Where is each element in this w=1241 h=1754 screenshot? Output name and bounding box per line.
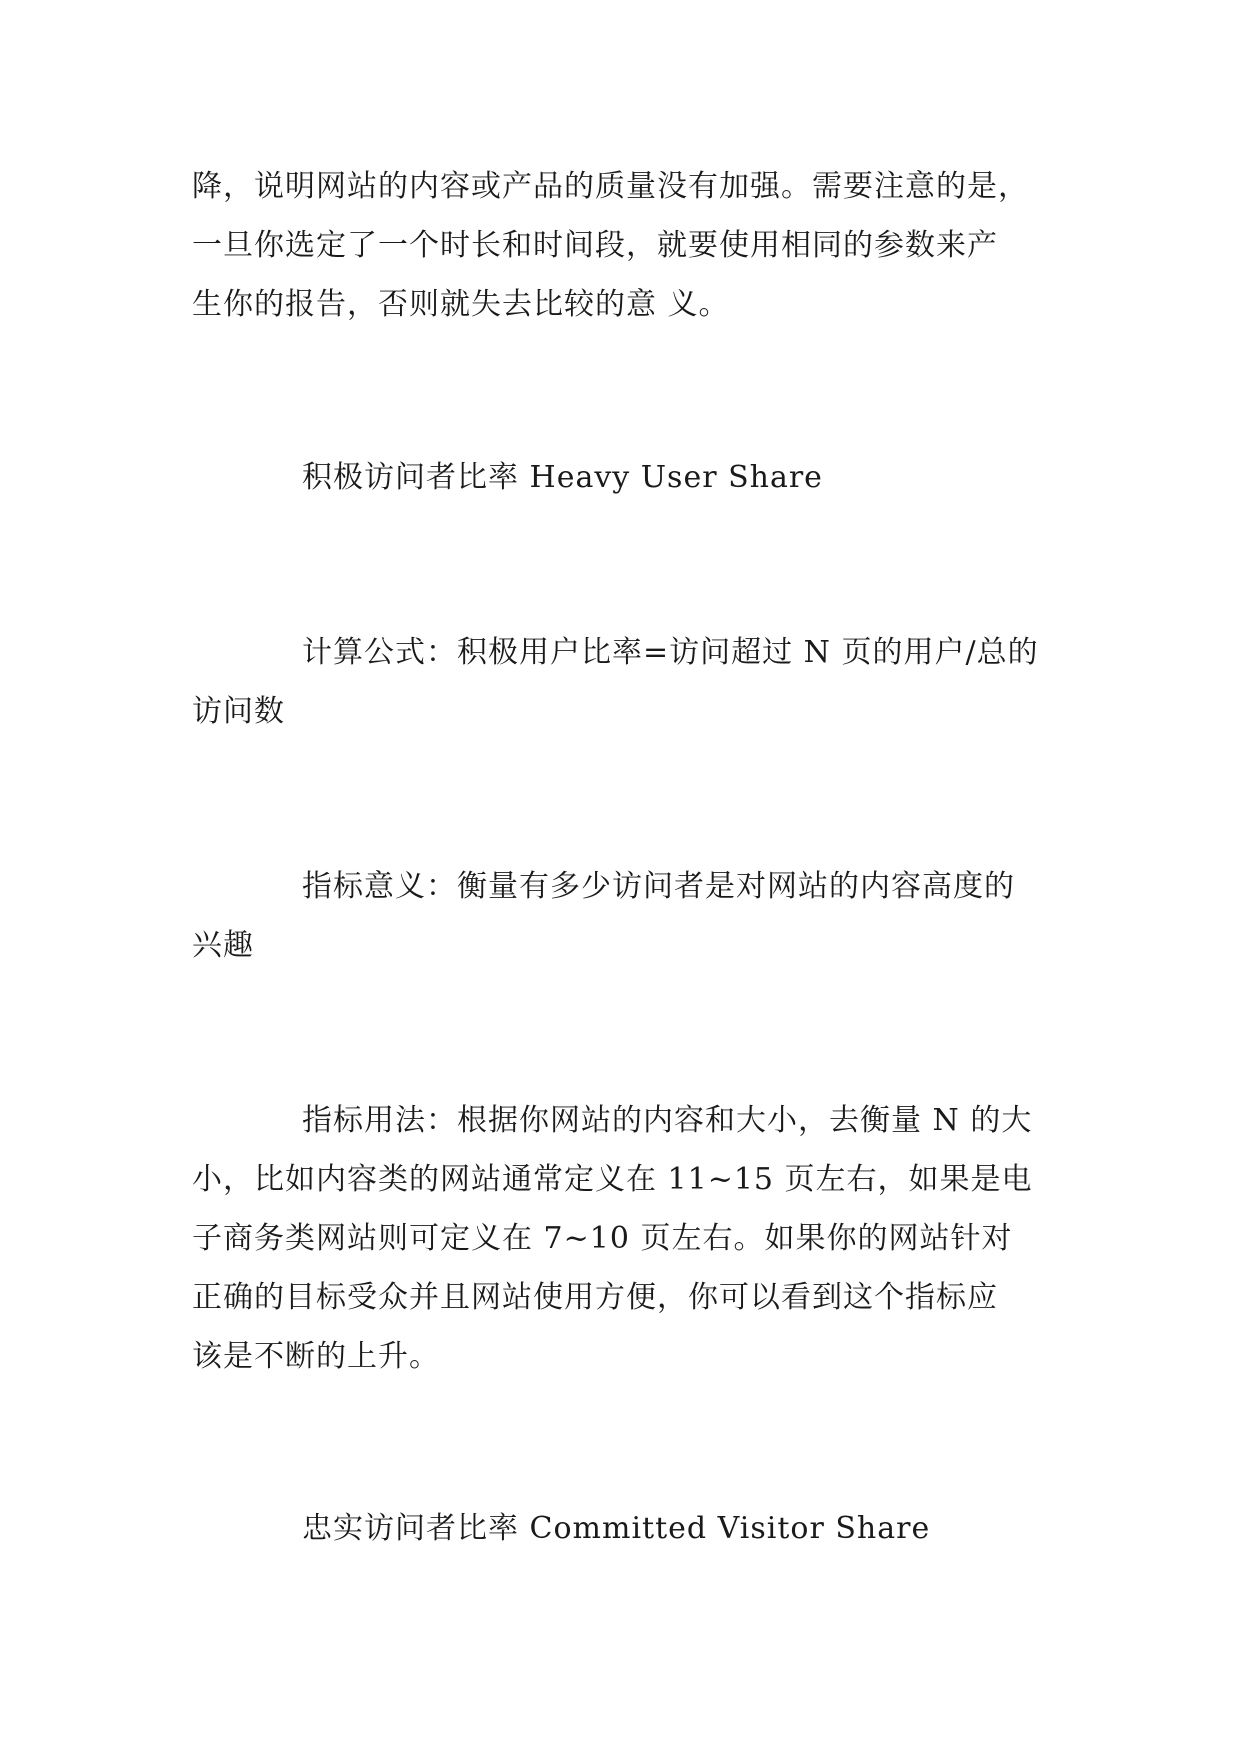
text-line: 降，说明网站的内容或产品的质量没有加强。需要注意的是， <box>192 169 1029 204</box>
text-line: 指标用法：根据你网站的内容和大小，去衡量 N 的大 <box>302 1103 1033 1138</box>
text-line: 小，比如内容类的网站通常定义在 11~15 页左右，如果是电 <box>192 1162 1033 1197</box>
paragraph-formula <box>192 623 1062 741</box>
paragraph-continuation <box>192 157 1062 334</box>
text-line: 一旦你选定了一个时长和时间段，就要使用相同的参数来产 <box>192 228 998 263</box>
text-line: 生你的报告，否则就失去比较的意 义。 <box>192 287 730 322</box>
heading-line: 积极访问者比率 Heavy User Share <box>302 460 823 495</box>
heading-line: 忠实访问者比率 Committed Visitor Share <box>302 1511 931 1546</box>
text-line: 计算公式：积极用户比率=访问超过 N 页的用户/总的 <box>302 635 1039 670</box>
paragraph-usage <box>192 1091 1062 1386</box>
section-heading-heavy-user-share <box>192 448 1062 507</box>
text-line: 子商务类网站则可定义在 7~10 页左右。如果你的网站针对 <box>192 1221 1013 1256</box>
text-line: 指标意义：衡量有多少访问者是对网站的内容高度的 <box>302 869 1015 904</box>
paragraph-meaning <box>192 857 1062 975</box>
text-line: 该是不断的上升。 <box>192 1339 440 1374</box>
section-heading-committed-visitor-share <box>192 1499 1062 1558</box>
text-line: 访问数 <box>192 694 285 729</box>
text-line: 正确的目标受众并且网站使用方便，你可以看到这个指标应 <box>192 1280 998 1315</box>
text-line: 兴趣 <box>192 928 254 963</box>
